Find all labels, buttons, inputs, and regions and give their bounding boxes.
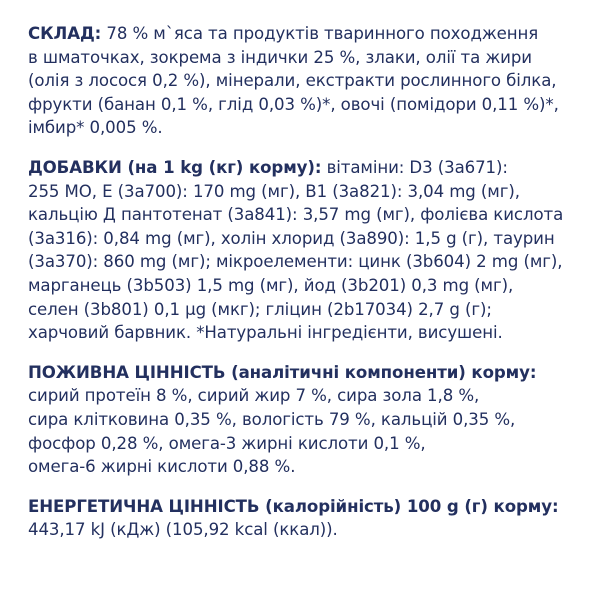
additives-text-line: селен (3b801) 0,1 µg (мкг); гліцин (2b17034) 2,7 g (г); xyxy=(28,299,492,319)
nutrition-section xyxy=(28,361,588,479)
additives-text-line: 255 МО, Е (3a700): 170 mg (мг), B1 (3a821): 3,04 mg (мг), xyxy=(28,181,520,201)
nutrition-text-line: сира клітковина 0,35 %, вологість 79 %, кальцій 0,35 %, xyxy=(28,409,516,429)
additives-text-line: харчовий барвник. *Натуральні інгредієнти, висушені. xyxy=(28,323,503,343)
nutrition-text-line: сирий протеїн 8 %, сирий жир 7 %, сира зола 1,8 %, xyxy=(28,386,480,406)
additives-section xyxy=(28,156,588,345)
additives-text-line: (3a316): 0,84 mg (мг), холін хлорид (3a890): 1,5 g (г), таурин xyxy=(28,228,555,248)
composition-text-line: фрукти (банан 0,1 %, глід 0,03 %)*, овочі (помідори 0,11 %)*, xyxy=(28,94,559,114)
energy-heading: ЕНЕРГЕТИЧНА ЦІННІСТЬ (калорійність) 100 g (г) корму: xyxy=(28,496,559,516)
energy-text-line: 443,17 kJ (кДж) (105,92 kcal (ккал)). xyxy=(28,520,338,540)
composition-section xyxy=(28,22,588,140)
product-label-text xyxy=(28,22,588,558)
composition-text-line: 78 % м`яса та продуктів тваринного походження xyxy=(101,24,539,43)
additives-text-line: марганець (3b503) 1,5 mg (мг), йод (3b201) 0,3 mg (мг), xyxy=(28,275,514,295)
additives-text-line: (3a370): 860 mg (мг); мікроелементи: цинк (3b604) 2 mg (мг), xyxy=(28,252,563,272)
additives-first-line xyxy=(28,156,588,180)
additives-heading: ДОБАВКИ (на 1 kg (кг) корму): xyxy=(28,157,322,177)
composition-text-line: імбир* 0,005 %. xyxy=(28,118,163,138)
composition-text-line: в шматочках, зокрема з індички 25 %, злаки, олії та жири xyxy=(28,47,532,67)
composition-first-line xyxy=(28,22,588,46)
nutrition-text-line: фосфор 0,28 %, омега-3 жирні кислоти 0,1 %, xyxy=(28,433,426,453)
nutrition-text-line: омега-6 жирні кислоти 0,88 %. xyxy=(28,457,296,477)
additives-text-line: кальцію Д пантотенат (3a841): 3,57 mg (мг), фолієва кислота xyxy=(28,205,564,225)
nutrition-heading: ПОЖИВНА ЦІННІСТЬ (аналітичні компоненти) корму: xyxy=(28,362,537,382)
composition-heading: СКЛАД: xyxy=(28,24,102,43)
composition-text-line: (олія з лосося 0,2 %), мінерали, екстракти рослинного білка, xyxy=(28,71,557,91)
energy-section xyxy=(28,495,588,542)
additives-text-line: вітаміни: D3 (3a671): xyxy=(321,157,508,177)
